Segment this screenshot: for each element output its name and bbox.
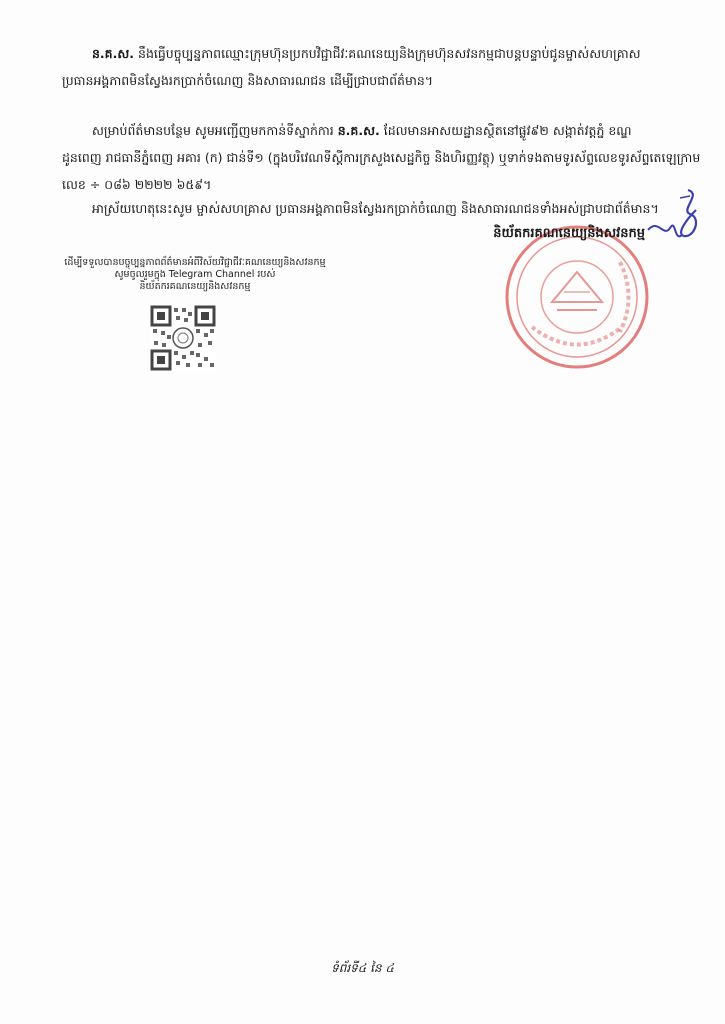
paragraph-text: ដែលមានអាសយដ្ឋានស្ថិតនៅផ្លូវ៩២ សង្កាត់វត្តភ្នំ ខណ្ឌ	[379, 123, 632, 138]
phone-number-line: លេខ ÷ ០៨៦ ២២២២ ៦៥៩។	[62, 177, 212, 192]
telegram-channel-note	[40, 257, 350, 293]
paragraph-line: អាស្រ័យហេតុនេះសូម ម្ចាស់សហគ្រាស ប្រធានអង្គភាពមិនស្វែងរកប្រាក់ចំណេញ និងសាធារណជនទាំងអស់ជ្រាបជាព័ត៌មាន។	[92, 201, 659, 216]
telegram-qr-code[interactable]	[150, 305, 216, 371]
handwritten-signature	[640, 180, 710, 260]
paragraph-update-notice	[62, 40, 702, 94]
paragraph-contact-info	[62, 117, 702, 198]
paragraph-text: សម្រាប់ព័ត៌មានបន្ថែម សូមអញ្ជើញមកកាន់ទីស្នាក់ការ	[92, 123, 338, 138]
paragraph-line	[62, 40, 702, 67]
signature-organization-name: និយ័តករគណនេយ្យនិងសវនកម្ម	[493, 226, 645, 241]
page-number-footer: ទំព័រទី៤ នៃ ៤	[331, 961, 394, 975]
telegram-note-line: សូមចូលរួមក្នុង Telegram Channel របស់	[114, 269, 276, 280]
paragraph-text: នឹងធ្វើបច្ចុប្បន្នភាពឈ្មោះក្រុមហ៊ុនប្រកបវិជ្ជាជីវៈគណនេយ្យនិងក្រុមហ៊ុនសវនកម្មជាបន្តបន្ទាប់ជូនម្ចាស់សហគ្រាស	[134, 46, 641, 61]
telegram-note-line: ដើម្បីទទួលបានបច្ចុប្បន្នភាពព័ត៌មានអំពីវិស័យវិជ្ជាជីវៈគណនេយ្យនិងសវនកម្ម	[64, 257, 326, 268]
telegram-note-line: និយ័តករគណនេយ្យនិងសវនកម្ម	[139, 281, 251, 292]
paragraph-line	[62, 117, 702, 144]
paragraph-line: ដូនពេញ រាជធានីភ្នំពេញ អគារ (ក) ជាន់ទី១ (ក្នុងបរិវេណទីស្តីការក្រសួងសេដ្ឋកិច្ច និងហិរញ្ញវត្ថុ) ឬទាក់ទងតាមទូរស័ព្ទលេខទូរស័ព្ទតេឡេក្រាម	[62, 150, 701, 165]
org-abbreviation: ន.គ.ស.	[92, 46, 135, 61]
official-seal-stamp	[502, 222, 652, 372]
org-abbreviation: ន.គ.ស.	[337, 123, 380, 138]
paragraph-line: ប្រធានអង្គភាពមិនស្វែងរកប្រាក់ចំណេញ និងសាធារណជន ដើម្បីជ្រាបជាព័ត៌មាន។	[62, 73, 434, 88]
paragraph-conclusion	[62, 195, 702, 222]
signature-block	[440, 222, 700, 302]
